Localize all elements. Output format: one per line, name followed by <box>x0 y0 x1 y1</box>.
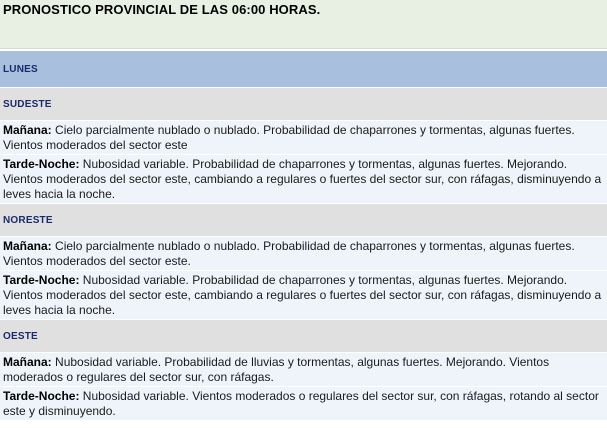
region-heading-sudeste <box>0 87 607 120</box>
forecast-text: Nubosidad variable. Vientos moderados o regulares del sector sur, con ráfagas, rotando al sector este y disminuyendo. <box>3 389 599 418</box>
region-label: NORESTE <box>3 214 53 226</box>
forecast-text: Nubosidad variable. Probabilidad de chaparrones y tormentas, algunas fuertes. Mejorando. Vientos moderados del sector este, cambiando a regulares o fuertes del sector sur, con ráfagas, disminuyendo a leves hacia la noche. <box>3 157 602 201</box>
region-heading-noreste <box>0 203 607 236</box>
forecast-text: Cielo parcialmente nublado o nublado. Probabilidad de chaparrones y tormentas, algunas fuertes. Vientos moderados del sector este. <box>3 239 575 268</box>
forecast-entry-sudeste-tarde-noche <box>0 154 607 203</box>
day-heading <box>0 51 607 87</box>
forecast-text: Nubosidad variable. Probabilidad de chaparrones y tormentas, algunas fuertes. Mejorando. Vientos moderados del sector este, cambiando a regulares o fuertes del sector sur, con ráfagas, disminuyendo a leves hacia la noche. <box>3 273 602 317</box>
forecast-entry-oeste-tarde-noche <box>0 386 607 420</box>
region-label: SUDESTE <box>3 98 52 110</box>
period-label: Mañana: <box>3 239 52 253</box>
day-label: LUNES <box>3 63 38 75</box>
period-label: Tarde-Noche: <box>3 157 80 171</box>
region-heading-oeste <box>0 319 607 352</box>
forecast-text: Cielo parcialmente nublado o nublado. Probabilidad de chaparrones y tormentas, algunas fuertes. Vientos moderados del sector este <box>3 123 575 152</box>
forecast-entry-noreste-tarde-noche <box>0 270 607 319</box>
region-label: OESTE <box>3 330 38 342</box>
period-label: Tarde-Noche: <box>3 273 80 287</box>
forecast-entry-sudeste-manana <box>0 120 607 154</box>
forecast-entry-oeste-manana <box>0 352 607 386</box>
page-title: PRONOSTICO PROVINCIAL DE LAS 06:00 HORAS. <box>3 2 321 17</box>
forecast-header <box>0 0 607 49</box>
period-label: Mañana: <box>3 355 52 369</box>
period-label: Tarde-Noche: <box>3 389 80 403</box>
forecast-text: Nubosidad variable. Probabilidad de lluvias y tormentas, algunas fuertes. Mejorando. Vientos moderados o regulares del sector sur, con ráfagas. <box>3 355 550 384</box>
forecast-entry-noreste-manana <box>0 236 607 270</box>
period-label: Mañana: <box>3 123 52 137</box>
